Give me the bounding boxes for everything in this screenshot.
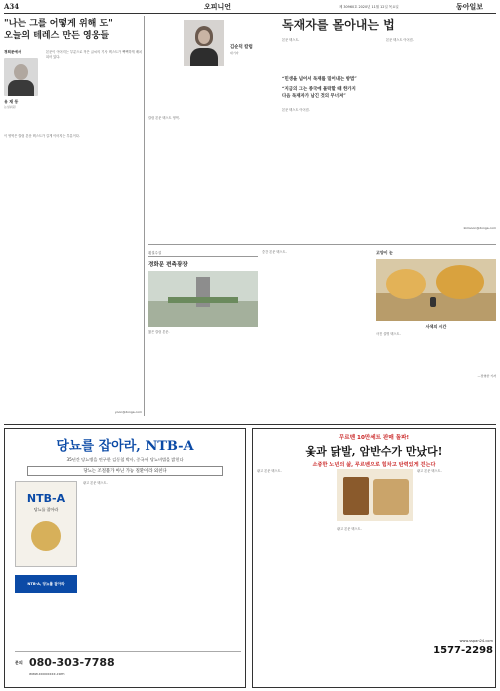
ad-left-tagline: 당뇨는 조절불가 아닌 가능 질환이라 외친다	[27, 466, 223, 476]
columnist-photo	[184, 20, 224, 66]
ad-right-col3: 광고 본문 텍스트.	[417, 469, 442, 473]
small-column-body: 짧은 칼럼 본문.	[148, 330, 170, 334]
issue-info: 제 30960호 2020년 11월 12일 목요일	[339, 5, 399, 9]
ad-right-contact	[417, 639, 493, 683]
book-cover-sub: 당뇨를 잡아라	[33, 507, 59, 512]
photo-box-caption: 사색의 시간	[425, 324, 447, 329]
mid-divider	[148, 244, 496, 245]
header-rule	[4, 13, 496, 14]
ad-left-title: 당뇨를 잡아라, NTB-A	[56, 439, 194, 454]
column-divider	[144, 16, 145, 416]
small-column	[148, 250, 258, 420]
page-number: A34	[4, 2, 20, 11]
page-header	[4, 0, 496, 14]
main-headline: 독재자를 몰아내는 법	[282, 18, 395, 32]
ad-right-title: 옻과 닭발, 암반수가 만났다!	[305, 445, 443, 458]
column-three	[282, 18, 496, 238]
ad-right-col2: 광고 본문 텍스트.	[337, 527, 362, 531]
subheads	[282, 76, 378, 100]
photo-box-image	[376, 259, 496, 321]
ad-left	[4, 428, 246, 688]
column-three-body-right: 본문 텍스트 이어짐.	[386, 38, 414, 42]
column-footer-email: yoon@donga.com	[114, 410, 142, 414]
ad-right-subtitle: 소중한 노년의 삶, 루르벤으로 힘차고 탄력있게 걷는다	[312, 462, 436, 468]
author-photo	[4, 58, 38, 96]
ad-left-body: 광고 본문 텍스트.	[83, 481, 108, 485]
ad-left-title-bar	[15, 575, 77, 593]
ad-right-website[interactable]: www.sspan24.com	[459, 639, 493, 643]
subhead-2: “지금의 그는 종국에 몰락할 때 한가지	[282, 87, 356, 92]
author-label: 경희문예서	[4, 50, 22, 54]
column-three-body-mid: 본문 텍스트 이어짐.	[282, 108, 310, 112]
book-cover-title: NTB-A	[26, 492, 66, 505]
subhead-3: 다음 독재자가 남긴 것의 무너져”	[282, 94, 346, 99]
paper-name: 동아일보	[456, 2, 484, 11]
ad-right-banner: 무르벤 10만세트 판매 돌파!	[338, 435, 410, 441]
middle-body-text: 중간 본문 텍스트.	[262, 250, 287, 254]
ad-left-bottom-title: NTB-A, 당뇨를 잡아라	[27, 582, 65, 586]
small-column-label: 횡설수설	[148, 250, 258, 257]
column-body-top: 본문이 이어지는 부분으로 작은 글씨의 기사 텍스트가 빽빽하게 배치되어 있다.	[46, 50, 142, 59]
columnist-name: 김순덕 칼럼	[230, 45, 253, 50]
photo-box-credit: —전영한 기자	[477, 374, 496, 378]
column-body: 이 영역은 칼럼 본문 텍스트가 길게 이어지는 부분이다.	[4, 134, 80, 138]
ad-right-phone[interactable]: 1577-2298	[433, 645, 493, 656]
ad-left-contact	[15, 651, 241, 683]
subhead-1: “민생을 넘어서 독재를 밀어내는 방법”	[282, 77, 357, 82]
section-title: 오피니언	[204, 2, 232, 11]
book-cover	[15, 481, 77, 567]
column-one	[4, 18, 142, 418]
ad-left-subtitle: 35년간 당뇨병을 연구한 김동철 박사, 중국서 당뇨비법을 밝힌다	[66, 457, 184, 462]
columnist-role: 대기자	[230, 51, 239, 55]
column-title-line2: 오늘의 테레스 만든 영웅들	[4, 31, 110, 41]
column-three-footer: kimsoon@donga.com	[463, 226, 496, 230]
photo-box	[376, 250, 496, 418]
small-column-photo	[148, 271, 258, 327]
ad-divider	[4, 424, 496, 425]
column-three-body-left: 본문 텍스트.	[282, 38, 300, 42]
ad-right	[252, 428, 496, 688]
ad-right-col1: 광고 본문 텍스트.	[257, 469, 282, 473]
column-two	[148, 18, 278, 238]
photo-box-label: 고양이 눈	[376, 250, 393, 255]
column-title-line1: "나는 그를 어떻게 위해 도"	[4, 19, 113, 29]
photo-box-text: 사진 설명 텍스트.	[376, 332, 401, 336]
ad-right-product-image	[337, 469, 413, 521]
author-name: 유 재 동	[4, 99, 19, 104]
small-column-title: 경화문 편측광장	[148, 262, 188, 268]
ad-left-phone[interactable]: 080-303-7788	[29, 656, 115, 669]
author-box	[4, 50, 44, 130]
ad-left-website[interactable]: www.xxxxxxxx.com	[29, 672, 65, 676]
ad-left-phone-label: 문의	[15, 660, 23, 665]
author-role: 논설위원	[4, 105, 16, 109]
column-two-body: 칼럼 본문 텍스트 영역.	[148, 116, 180, 120]
